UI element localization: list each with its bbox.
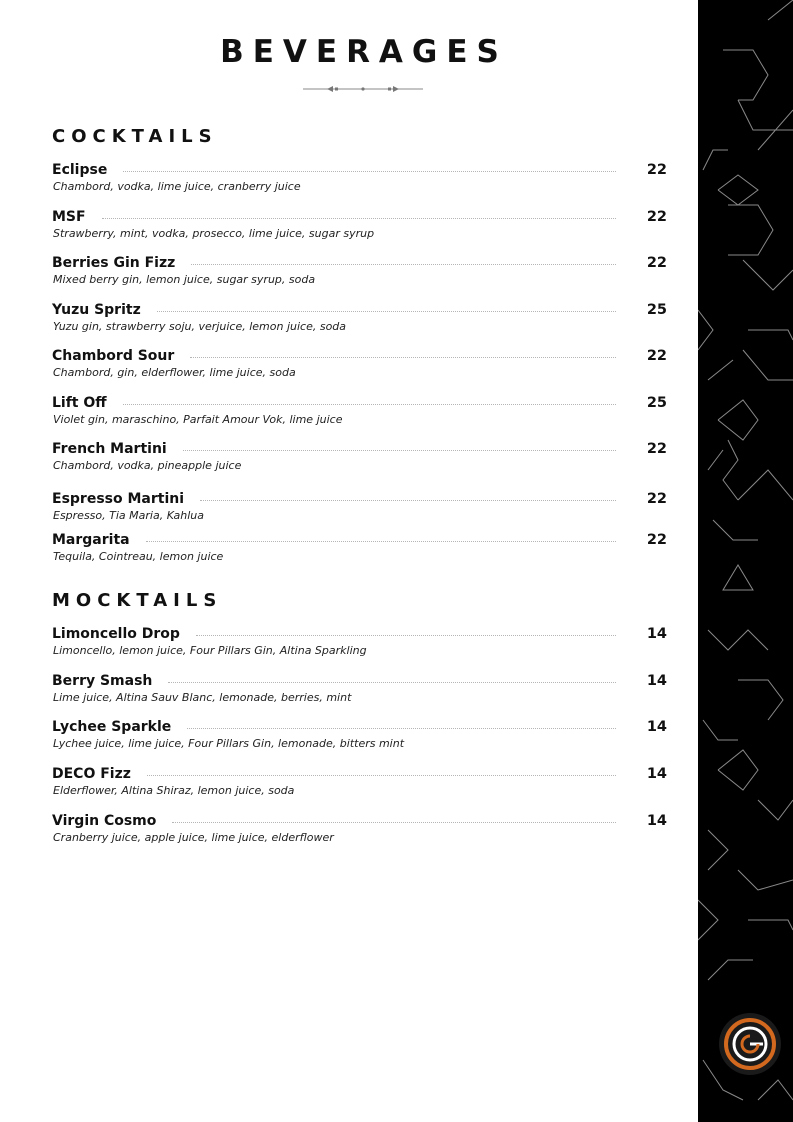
item-description: Strawberry, mint, vodka, prosecco, lime juice, sugar syrup [53,227,375,240]
leader-dots [146,541,616,542]
item-name: Espresso Martini [52,491,185,507]
item-description: Chambord, vodka, pineapple juice [53,459,242,472]
item-price: 22 [646,255,667,271]
menu-item [52,624,667,664]
item-description: Chambord, vodka, lime juice, cranberry juice [53,180,301,193]
item-name: Berries Gin Fizz [52,255,176,271]
item-name: Lychee Sparkle [52,719,172,735]
leader-dots [172,822,616,823]
leader-dots [200,500,616,501]
item-name: Chambord Sour [52,348,175,364]
section-title-cocktails: COCKTAILS [52,126,218,147]
item-name: Yuzu Spritz [52,302,141,318]
item-price: 22 [646,441,667,457]
item-description: Chambord, gin, elderflower, lime juice, soda [53,366,296,379]
leader-dots [147,775,616,776]
item-price: 25 [646,395,667,411]
item-name: Margarita [52,532,130,548]
item-description: Violet gin, maraschino, Parfait Amour Vok, lime juice [53,413,343,426]
item-description: Espresso, Tia Maria, Kahlua [53,509,204,522]
menu-item [52,207,667,247]
item-description: Tequila, Cointreau, lemon juice [53,550,224,563]
item-description: Lime juice, Altina Sauv Blanc, lemonade, berries, mint [53,691,352,704]
item-description: Yuzu gin, strawberry soju, verjuice, lemon juice, soda [53,320,347,333]
item-price: 22 [646,348,667,364]
item-price: 14 [646,626,667,642]
item-description: Limoncello, lemon juice, Four Pillars Gin, Altina Sparkling [53,644,367,657]
item-name: French Martini [52,441,167,457]
item-name: Virgin Cosmo [52,813,157,829]
decorative-side-panel [698,0,793,1122]
menu-item [52,393,667,433]
menu-item [52,717,667,757]
item-price: 22 [646,491,667,507]
item-name: Limoncello Drop [52,626,180,642]
menu-item [52,439,667,479]
item-name: Eclipse [52,162,108,178]
menu-item [52,671,667,711]
g-logo-icon [719,1013,781,1075]
item-price: 14 [646,766,667,782]
leader-dots [123,404,616,405]
leader-dots [102,218,616,219]
page-title: BEVERAGES [220,34,508,70]
item-price: 25 [646,302,667,318]
leader-dots [123,171,616,172]
item-price: 22 [646,209,667,225]
divider-ornament-icon [303,83,423,95]
item-price: 14 [646,719,667,735]
leader-dots [191,264,616,265]
item-description: Lychee juice, lime juice, Four Pillars Gin, lemonade, bitters mint [53,737,405,750]
leader-dots [157,311,616,312]
geometric-pattern [698,0,793,1122]
leader-dots [190,357,616,358]
menu-item [52,764,667,804]
item-price: 22 [646,162,667,178]
menu-item [52,346,667,386]
leader-dots [183,450,616,451]
menu-item [52,811,667,851]
menu-item [52,530,667,570]
menu-item [52,253,667,293]
item-name: Berry Smash [52,673,153,689]
item-description: Elderflower, Altina Shiraz, lemon juice, soda [53,784,295,797]
menu-item [52,300,667,340]
leader-dots [196,635,616,636]
item-name: Lift Off [52,395,107,411]
item-price: 14 [646,673,667,689]
section-title-mocktails: MOCKTAILS [52,590,223,611]
leader-dots [168,682,616,683]
item-name: MSF [52,209,86,225]
menu-item [52,160,667,200]
item-description: Mixed berry gin, lemon juice, sugar syrup, soda [53,273,316,286]
item-description: Cranberry juice, apple juice, lime juice, elderflower [53,831,334,844]
leader-dots [187,728,616,729]
item-price: 22 [646,532,667,548]
item-name: DECO Fizz [52,766,131,782]
item-price: 14 [646,813,667,829]
menu-item [52,489,667,529]
